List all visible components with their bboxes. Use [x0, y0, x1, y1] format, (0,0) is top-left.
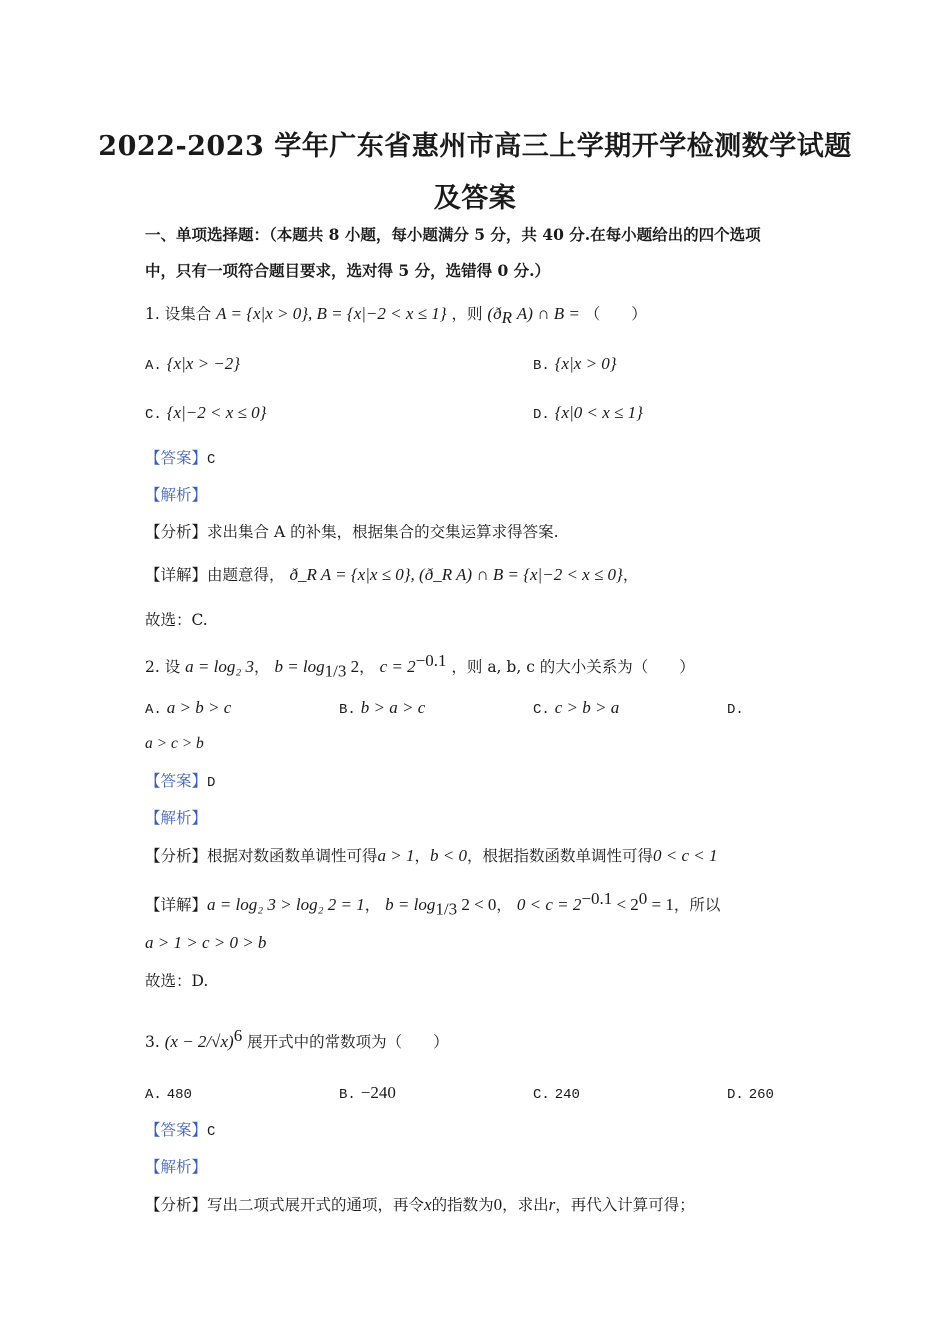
- q1-option-d: D. {x|0 < x ≤ 1}: [533, 403, 643, 423]
- q3-option-c: C. 240: [533, 1087, 580, 1103]
- q1-option-b: B. {x|x > 0}: [533, 354, 617, 374]
- document-title-line2: 及答案: [433, 183, 517, 214]
- q1-option-a: A. {x|x > −2}: [145, 354, 241, 374]
- q1-answer: 【答案】C: [145, 449, 216, 468]
- q2-xiangjie-line2: a > 1 > c > 0 > b: [145, 933, 267, 952]
- section-heading-line2: 中，只有一项符合题目要求，选对得 5 分，选错得 0 分.）: [145, 261, 551, 280]
- q3-option-b: B. −240: [339, 1083, 396, 1103]
- q2-conclusion: 故选：D.: [145, 972, 209, 990]
- q2-option-b: B. b > a > c: [339, 698, 426, 718]
- q2-stem: 2. 设 a = log₂ 3， $b = \log_{1/3} 2$， $c = 2^{-0.1}$ ，则 a, b, c 的大小关系为（ ）: [145, 651, 695, 681]
- q2-option-d: a > c > b: [145, 735, 204, 752]
- section-heading: 一、单项选择题：（本题共 8 小题，每小题满分 5 分，共 40 分.在每小题给出的四个选项: [145, 225, 761, 244]
- q3-analysis-heading: 【解析】: [145, 1158, 208, 1176]
- q1-conclusion: 故选：C.: [145, 611, 208, 629]
- q1-option-c: C. {x|−2 < x ≤ 0}: [145, 403, 267, 423]
- q2-answer: 【答案】D: [145, 772, 216, 791]
- q1-analysis-heading: 【解析】: [145, 486, 208, 504]
- q2-xiangjie: 【详解】a = log₂ 3 > log₂ 2 = 1， $b = \log_{1/3} 2 < 0$， $0 < c = 2^{-0.1} < 2^0 = 1$，所以: [145, 889, 721, 919]
- q1-xiangjie: 【详解】由题意得， ð_R A = {x|x ≤ 0}, (ð_R A) ∩ B = {x|−2 < x ≤ 0}，: [145, 565, 639, 584]
- q3-fenxi: 【分析】写出二项式展开式的通项，再令x的指数为0，求出r，再代入计算可得；: [145, 1195, 695, 1214]
- q2-option-a: A. a > b > c: [145, 698, 232, 718]
- q1-stem: 1. 设集合 A = {x|x > 0}, B = {x|−2 < x ≤ 1} ，则 ($ð_R$ A) ∩ B = （ ）: [145, 304, 647, 328]
- document-title: 2022-2023 学年广东省惠州市高三上学期开学检测数学试题: [98, 131, 852, 162]
- q3-stem: 3. $(x - 2/√x)^6$ 展开式中的常数项为（ ）: [145, 1026, 449, 1052]
- q3-option-d: D. 260: [727, 1087, 774, 1103]
- q2-fenxi: 【分析】根据对数函数单调性可得a > 1，b < 0，根据指数函数单调性可得0 < c < 1: [145, 846, 718, 865]
- q2-analysis-heading: 【解析】: [145, 809, 208, 827]
- q3-option-a: A. 480: [145, 1087, 192, 1103]
- q2-option-d-label: D.: [727, 702, 744, 718]
- q2-option-c: C. c > b > a: [533, 698, 620, 718]
- q3-answer: 【答案】C: [145, 1121, 216, 1140]
- q1-fenxi: 【分析】求出集合 A 的补集，根据集合的交集运算求得答案.: [145, 523, 559, 541]
